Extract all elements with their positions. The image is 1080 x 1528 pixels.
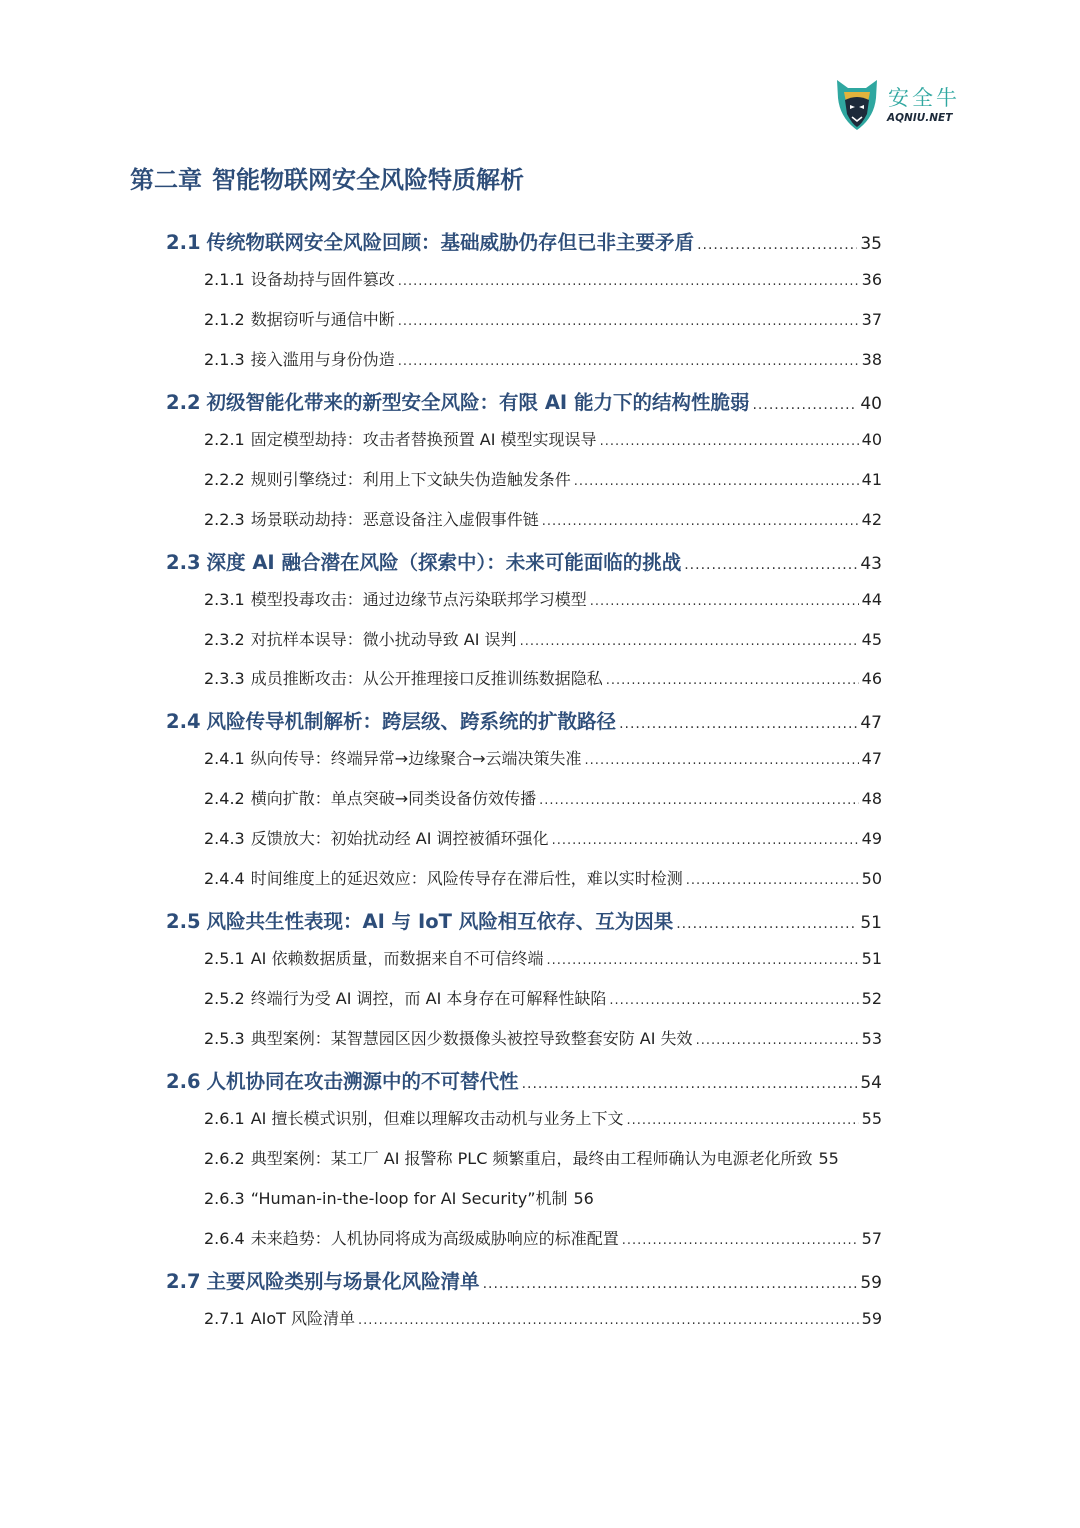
toc-section-entry[interactable] [166, 227, 882, 255]
toc-entry-number: 2.5 [166, 910, 201, 934]
toc-entry-number: 2.2.1 [204, 429, 245, 449]
brand-logo [834, 74, 964, 132]
toc-entry-label [166, 706, 616, 734]
toc-subsection-entry[interactable] [204, 427, 882, 450]
toc-leader-dots [600, 434, 859, 449]
toc-leader-dots [676, 916, 857, 932]
toc-entry-number: 2.2.2 [204, 469, 245, 489]
toc-page-number: 56 [573, 1188, 594, 1208]
toc-entry-title: 规则引擎绕过：利用上下文缺失伪造触发条件 [250, 469, 571, 489]
toc-entry-label [204, 786, 536, 809]
toc-entry-number: 2.6.4 [204, 1228, 245, 1248]
toc-entry-label [204, 1226, 619, 1249]
toc-entry-label [204, 587, 587, 610]
toc-page-number: 50 [861, 869, 882, 889]
toc-entry-label [204, 627, 517, 650]
toc-section-entry[interactable] [166, 906, 882, 934]
toc-leader-dots [358, 1313, 859, 1328]
toc-subsection-entry[interactable] [204, 507, 882, 530]
toc-entry-title: 典型案例：某工厂 AI 报警称 PLC 频繁重启，最终由工程师确认为电源老化所致 [250, 1148, 813, 1168]
toc-entry-number: 2.5.3 [204, 1029, 245, 1048]
toc-subsection-entry[interactable] [204, 866, 882, 889]
toc-subsection-entry[interactable] [204, 1306, 882, 1329]
chapter-name: 智能物联网安全风险特质解析 [212, 166, 524, 194]
toc-subsection-entry[interactable] [204, 627, 882, 650]
toc-entry-number: 2.1 [166, 231, 201, 254]
toc-subsection-entry[interactable] [204, 467, 882, 490]
toc-entry-label [204, 866, 683, 889]
toc-page-number: 44 [861, 589, 882, 609]
toc-entry-label [166, 1266, 480, 1294]
toc-leader-dots [752, 397, 857, 413]
toc-page-number: 51 [860, 913, 882, 934]
toc-page-number: 59 [860, 1272, 882, 1293]
toc-subsection-entry[interactable] [204, 986, 882, 1009]
toc-entry-label [204, 267, 395, 290]
toc-entry-title: 场景联动劫持：恶意设备注入虚假事件链 [250, 509, 539, 529]
toc-subsection-entry[interactable] [204, 666, 882, 689]
toc-entry-label [204, 1106, 623, 1129]
toc-page-number: 47 [861, 749, 882, 769]
toc-leader-dots [606, 673, 859, 688]
toc-subsection-entry[interactable] [204, 1106, 882, 1129]
toc-entry-label [204, 347, 395, 370]
toc-entry-title: 风险共生性表现：AI 与 IoT 风险相互依存、互为因果 [206, 910, 674, 934]
toc-entry-title: 传统物联网安全风险回顾：基础威胁仍存但已非主要矛盾 [206, 231, 695, 254]
toc-entry-label [204, 826, 549, 849]
toc-leader-dots [619, 716, 857, 732]
toc-entry-number: 2.5.2 [204, 989, 245, 1009]
toc-subsection-entry[interactable] [204, 746, 882, 769]
toc-subsection-entry[interactable] [204, 587, 882, 610]
toc-page-number: 47 [860, 713, 882, 734]
toc-entry-label [204, 1146, 812, 1169]
toc-entry-label [204, 986, 606, 1009]
toc-entry-label [204, 946, 543, 969]
toc-leader-dots [697, 237, 857, 253]
toc-page-number: 36 [861, 269, 882, 289]
bull-shield-icon [834, 74, 880, 132]
toc-entry-number: 2.4.2 [204, 789, 245, 809]
logo-english-name: AQNIU.NET [887, 112, 953, 124]
toc-entry-label [204, 467, 571, 490]
toc-entry-label [204, 427, 597, 450]
toc-section-entry[interactable] [166, 1066, 882, 1094]
toc-page-number: 37 [861, 309, 882, 329]
toc-leader-dots [686, 873, 859, 888]
toc-entry-number: 2.6.2 [204, 1148, 245, 1168]
toc-entry-title: “Human-in-the-loop for AI Security”机制 [250, 1188, 568, 1208]
toc-entry-number: 2.4.1 [204, 749, 245, 769]
toc-page-number: 59 [861, 1308, 882, 1328]
toc-entry-number: 2.1.1 [204, 269, 245, 289]
toc-entry-number: 2.3.2 [204, 629, 245, 649]
toc-entry-number: 2.1.2 [204, 309, 245, 329]
chapter-title [130, 160, 524, 195]
toc-section-entry[interactable] [166, 387, 882, 415]
toc-entry-title: AI 依赖数据质量，而数据来自不可信终端 [250, 949, 544, 969]
toc-page-number: 38 [861, 349, 882, 369]
toc-entry-title: 风险传导机制解析：跨层级、跨系统的扩散路径 [206, 710, 617, 734]
toc-subsection-entry[interactable] [204, 267, 882, 290]
toc-page-number: 57 [861, 1228, 882, 1248]
toc-entry-number: 2.3.3 [204, 669, 245, 689]
toc-section-entry[interactable] [166, 706, 882, 734]
toc-entry-number: 2.4.3 [204, 829, 245, 849]
toc-entry-label [204, 746, 582, 769]
toc-leader-dots [552, 833, 859, 848]
toc-entry-title: 人机协同在攻击溯源中的不可替代性 [206, 1069, 519, 1093]
toc-entry-title: 时间维度上的延迟效应：风险传导存在滞后性，难以实时检测 [250, 869, 683, 889]
toc-entry-number: 2.6.1 [204, 1108, 245, 1128]
toc-page-number: 42 [861, 509, 882, 529]
toc-entry-label [166, 1066, 519, 1094]
toc-subsection-entry[interactable] [204, 1226, 882, 1249]
toc-entry-number: 2.6.3 [204, 1188, 245, 1208]
toc-page-number: 35 [860, 234, 882, 254]
toc-entry-title: 成员推断攻击：从公开推理接口反推训练数据隐私 [250, 669, 603, 689]
toc-entry-title: 固定模型劫持：攻击者替换预置 AI 模型实现误导 [250, 429, 597, 449]
toc-page-number: 51 [861, 949, 882, 969]
toc-entry-label [166, 547, 681, 575]
toc-leader-dots [684, 557, 857, 573]
chapter-number: 第二章 [130, 166, 202, 194]
toc-entry-number: 2.2.3 [204, 509, 245, 529]
toc-entry-title: 初级智能化带来的新型安全风险：有限 AI 能力下的结构性脆弱 [206, 390, 750, 414]
toc-entry-number: 2.3.1 [204, 589, 245, 609]
toc-leader-dots [574, 474, 859, 489]
toc-leader-dots [626, 1113, 858, 1128]
toc-page-number: 55 [818, 1148, 839, 1168]
toc-entry-title: 数据窃听与通信中断 [250, 309, 395, 329]
toc-subsection-entry[interactable] [204, 786, 882, 809]
toc-entry-title: 对抗样本误导：微小扰动导致 AI 误判 [250, 629, 517, 649]
toc-leader-dots [520, 634, 859, 649]
toc-page-number: 46 [861, 669, 882, 689]
toc-entry-title: 设备劫持与固件篡改 [250, 269, 395, 289]
toc-entry-title: 纵向传导：终端异常→边缘聚合→云端决策失准 [250, 749, 582, 769]
toc-leader-dots [542, 514, 859, 529]
toc-leader-dots [590, 594, 859, 609]
toc-subsection-entry[interactable] [204, 1146, 914, 1169]
logo-chinese-name: 安全牛 [888, 86, 960, 110]
toc-entry-number: 2.2 [166, 390, 201, 414]
toc-entry-number: 2.1.3 [204, 349, 245, 369]
toc-entry-label [166, 227, 694, 255]
toc-entry-number: 2.3 [166, 550, 201, 574]
toc-entry-label [204, 666, 603, 689]
toc-page-number: 53 [861, 1029, 882, 1048]
toc-entry-label [204, 307, 395, 330]
toc-entry-label [204, 507, 539, 530]
toc-section-entry[interactable] [166, 547, 882, 575]
toc-leader-dots [398, 354, 859, 369]
toc-subsection-entry[interactable] [204, 347, 882, 370]
toc-leader-dots [539, 793, 859, 808]
toc-subsection-entry[interactable] [204, 946, 882, 969]
toc-entry-title: AI 擅长模式识别，但难以理解攻击动机与业务上下文 [250, 1108, 624, 1128]
toc-entry-title: 接入滥用与身份伪造 [250, 349, 395, 369]
toc-entry-title: 横向扩散：单点突破→同类设备仿效传播 [250, 789, 537, 809]
toc-leader-dots [398, 314, 859, 329]
toc-leader-dots [522, 1076, 858, 1092]
toc-entry-title: AIoT 风险清单 [250, 1308, 356, 1328]
toc-entry-number: 2.7.1 [204, 1308, 245, 1328]
toc-page-number: 49 [861, 829, 882, 849]
toc-entry-number: 2.7 [166, 1269, 201, 1293]
toc-leader-dots [609, 993, 858, 1008]
toc-leader-dots [696, 1033, 859, 1048]
toc-entry-label [204, 1186, 567, 1209]
toc-subsection-entry[interactable] [204, 1186, 914, 1209]
toc-page-number: 48 [861, 789, 882, 809]
toc-subsection-entry[interactable] [204, 1026, 882, 1049]
toc-leader-dots [546, 953, 858, 968]
toc-entry-label [204, 1026, 693, 1049]
toc-entry-label [204, 1306, 355, 1329]
toc-subsection-entry[interactable] [204, 307, 882, 330]
toc-section-entry[interactable] [166, 1266, 882, 1294]
toc-page-number: 45 [861, 629, 882, 649]
toc-entry-number: 2.4 [166, 710, 201, 734]
toc-entry-title: 主要风险类别与场景化风险清单 [206, 1269, 480, 1293]
toc-page-number: 43 [860, 553, 882, 574]
toc-page-number: 55 [861, 1108, 882, 1128]
toc-entry-number: 2.6 [166, 1069, 201, 1093]
toc-page-number: 40 [861, 429, 882, 449]
toc-page-number: 52 [861, 989, 882, 1009]
toc-page-number: 41 [861, 469, 882, 489]
toc-entry-title: 反馈放大：初始扰动经 AI 调控被循环强化 [250, 829, 549, 849]
toc-subsection-entry[interactable] [204, 826, 882, 849]
toc-leader-dots [398, 274, 859, 289]
toc-leader-dots [585, 753, 859, 768]
toc-entry-title: 未来趋势：人机协同将成为高级威胁响应的标准配置 [250, 1228, 619, 1248]
toc-entry-title: 模型投毒攻击：通过边缘节点污染联邦学习模型 [250, 589, 587, 609]
toc-entry-title: 深度 AI 融合潜在风险（探索中）：未来可能面临的挑战 [206, 550, 682, 574]
toc-entry-number: 2.5.1 [204, 949, 245, 969]
toc-entry-label [166, 387, 749, 415]
toc-page-number: 40 [860, 393, 882, 414]
toc-leader-dots [622, 1233, 859, 1248]
toc-entry-title: 终端行为受 AI 调控，而 AI 本身存在可解释性缺陷 [250, 989, 607, 1009]
toc-entry-number: 2.4.4 [204, 869, 245, 889]
toc-page-number: 54 [860, 1072, 882, 1093]
toc-leader-dots [483, 1276, 858, 1292]
toc-entry-title: 典型案例：某智慧园区因少数摄像头被控导致整套安防 AI 失效 [250, 1029, 693, 1048]
toc-entry-label [166, 906, 673, 934]
